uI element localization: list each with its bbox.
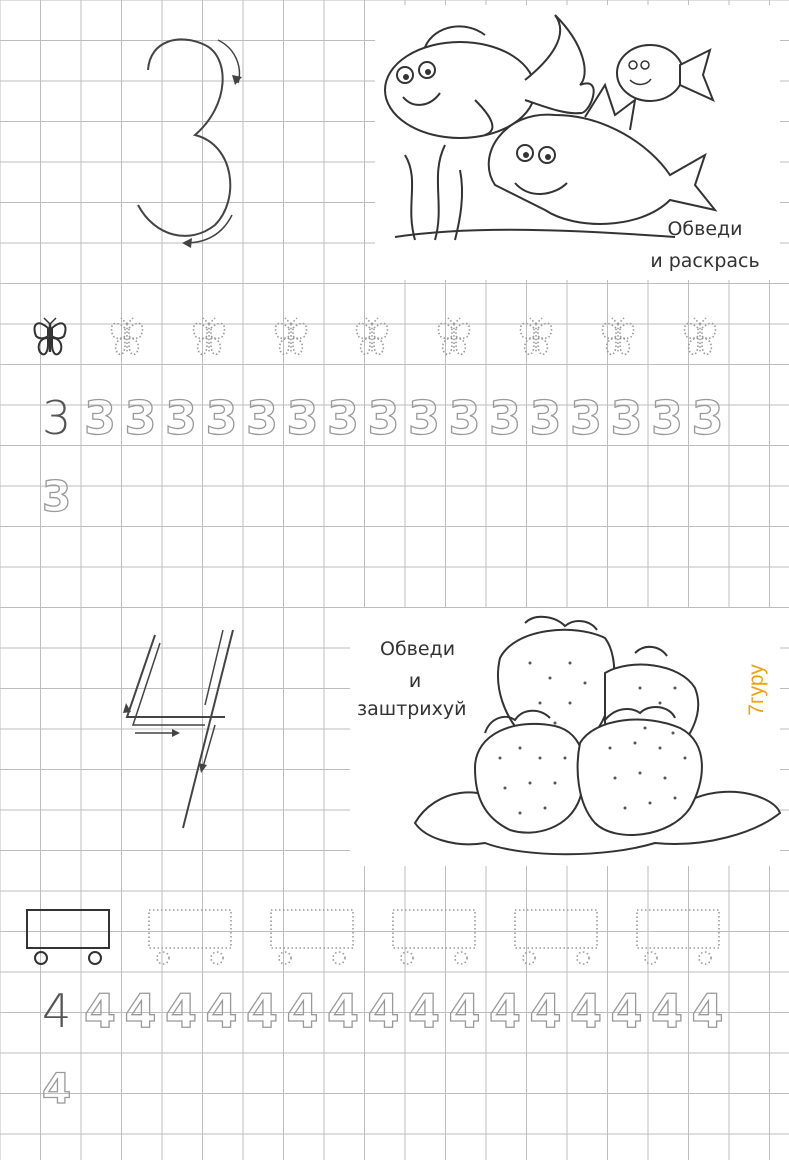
- wagon-icon: [147, 908, 237, 973]
- digit-four-trace: 4: [84, 984, 117, 1038]
- digit-three-start: 3: [42, 472, 72, 521]
- digit-three-trace: 3: [489, 391, 522, 445]
- digit-three-trace: 3: [651, 391, 684, 445]
- butterfly-icon: [271, 316, 311, 363]
- digit-three-trace: 3: [367, 391, 400, 445]
- wagon-icon: [269, 908, 359, 973]
- butterfly-icon: [189, 316, 229, 363]
- digit-four-trace: 4: [489, 984, 522, 1038]
- wagon-icon: [635, 908, 725, 973]
- big-digit-four-guide: [115, 625, 240, 830]
- butterfly-icon: [516, 316, 556, 363]
- digit-four-trace: 4: [408, 984, 441, 1038]
- digit-three-trace: 3: [570, 391, 603, 445]
- berry-instruction-line2: и: [408, 670, 422, 692]
- digit-four-trace: 4: [205, 984, 238, 1038]
- big-digit-three-guide: [120, 25, 250, 255]
- digit-three-trace: 3: [408, 391, 441, 445]
- digit-four-trace: 4: [124, 984, 157, 1038]
- digit-four-trace: 4: [529, 984, 562, 1038]
- berry-instruction-line3: заштрихуй: [357, 698, 467, 720]
- watermark-text: 7гуру: [745, 664, 768, 716]
- digit-three-trace: 3: [165, 391, 198, 445]
- butterfly-icon: [598, 316, 638, 363]
- digit-four-sample: 4: [42, 984, 72, 1038]
- wagon-icon: [513, 908, 603, 973]
- digit-four-trace: 4: [327, 984, 360, 1038]
- digit-four-trace: 4: [448, 984, 481, 1038]
- digit-four-trace: 4: [691, 984, 724, 1038]
- digit-four-trace: 4: [610, 984, 643, 1038]
- butterfly-icon: [434, 316, 474, 363]
- digit-four-trace: 4: [165, 984, 198, 1038]
- digit-three-trace: 3: [84, 391, 117, 445]
- digit-three-trace: 3: [448, 391, 481, 445]
- butterfly-icon: [352, 316, 392, 363]
- digit-three-trace: 3: [327, 391, 360, 445]
- digit-three-trace: 3: [124, 391, 157, 445]
- butterfly-icon: [680, 316, 720, 363]
- strawberry-illustration: [405, 608, 785, 863]
- wagon-icon: [391, 908, 481, 973]
- digit-four-trace: 4: [570, 984, 603, 1038]
- wagon-icon: [25, 908, 115, 968]
- digit-four-trace: 4: [367, 984, 400, 1038]
- digit-four-start: 4: [42, 1064, 72, 1113]
- digit-four-trace: 4: [286, 984, 319, 1038]
- digit-three-trace: 3: [529, 391, 562, 445]
- digit-three-trace: 3: [286, 391, 319, 445]
- watermark-logo: [735, 650, 779, 730]
- butterfly-icon: [107, 316, 147, 363]
- digit-three-trace: 3: [691, 391, 724, 445]
- digit-three-sample: 3: [42, 391, 72, 445]
- digit-four-trace: 4: [246, 984, 279, 1038]
- digit-four-trace: 4: [651, 984, 684, 1038]
- butterfly-icon: [30, 316, 70, 358]
- fish-instruction-line2: и раскрась: [650, 250, 760, 272]
- fish-instruction-line1: Обведи: [667, 218, 743, 240]
- digit-three-trace: 3: [246, 391, 279, 445]
- digit-three-trace: 3: [205, 391, 238, 445]
- digit-three-trace: 3: [610, 391, 643, 445]
- berry-instruction-line1: Обведи: [380, 638, 456, 660]
